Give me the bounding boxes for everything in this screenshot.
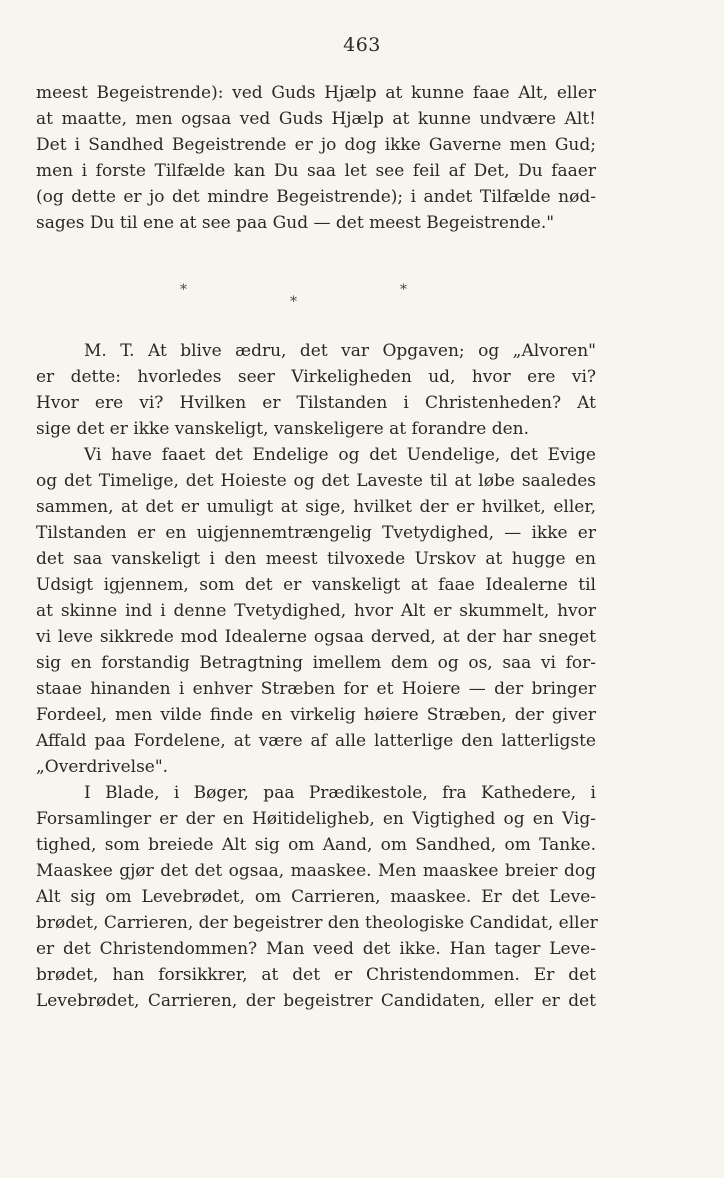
text-line: tighed, som breiede Alt sig om Aand, om Sandhed, om Tanke. (36, 835, 596, 855)
text-line: sammen, at det er umuligt at sige, hvilket der er hvilket, eller, (36, 497, 596, 517)
text-line: M. T. At blive ædru, det var Opgaven; og „Alvoren" (84, 341, 596, 361)
text-line: at skinne ind i denne Tvetydighed, hvor Alt er skummelt, hvor (36, 601, 596, 621)
text-line: Hvor ere vi? Hvilken er Tilstanden i Christenheden? At (36, 393, 596, 413)
text-line: Fordeel, men vilde finde en virkelig høiere Stræben, der giver (36, 705, 596, 725)
text-line: I Blade, i Bøger, paa Prædikestole, fra Kathedere, i (84, 783, 596, 803)
text-line: Affald paa Fordelene, at være af alle latterlige den latterligste (36, 731, 596, 751)
text-line: staae hinanden i enhver Stræben for et Hoiere — der bringer (36, 679, 596, 699)
text-line: sages Du til ene at see paa Gud — det meest Begeistrende." (36, 213, 555, 233)
text-line: Levebrødet, Carrieren, der begeistrer Candidaten, eller er det (36, 991, 596, 1011)
text-line: sig en forstandig Betragtning imellem dem og os, saa vi for- (36, 653, 596, 673)
text-line: det saa vanskeligt i den meest tilvoxede Urskov at hugge en (36, 549, 596, 569)
asterisk: * (180, 282, 187, 298)
text-line: og det Timelige, det Hoieste og det Laveste til at løbe saaledes (36, 471, 596, 491)
text-line: er det Christendommen? Man veed det ikke. Han tager Leve- (36, 939, 596, 959)
page-number: 463 (343, 34, 381, 56)
asterisk: * (290, 294, 297, 310)
text-line: brødet, han forsikkrer, at det er Christendommen. Er det (36, 965, 596, 985)
text-line: brødet, Carrieren, der begeistrer den theologiske Candidat, eller (36, 913, 598, 933)
text-line: Maaskee gjør det det ogsaa, maaskee. Men maaskee breier dog (36, 861, 596, 881)
text-line: Det i Sandhed Begeistrende er jo dog ikke Gaverne men Gud; (36, 135, 596, 155)
text-line: at maatte, men ogsaa ved Guds Hjælp at kunne undvære Alt! (36, 109, 596, 129)
paragraph-a (36, 80, 596, 236)
text-line: Udsigt igjennem, som det er vanskeligt at faae Idealerne til (36, 575, 596, 595)
text-line: men i forste Tilfælde kan Du saa let see feil af Det, Du faaer (36, 161, 596, 181)
text-line: „Overdrivelse". (36, 757, 169, 777)
text-line: vi leve sikkrede mod Idealerne ogsaa derved, at der har sneget (36, 627, 596, 647)
text-line: Forsamlinger er der en Høitideligheb, en Vigtighed og en Vig- (36, 809, 596, 829)
text-line: meest Begeistrende): ved Guds Hjælp at kunne faae Alt, eller (36, 83, 596, 103)
asterisk: * (400, 282, 407, 298)
section-separator (0, 282, 724, 312)
text-line: Alt sig om Levebrødet, om Carrieren, maaskee. Er det Leve- (36, 887, 596, 907)
text-line: Vi have faaet det Endelige og det Uendelige, det Evige (84, 445, 596, 465)
text-line: er dette: hvorledes seer Virkeligheden ud, hvor ere vi? (36, 367, 596, 387)
text-line: sige det er ikke vanskeligt, vanskeligere at forandre den. (36, 419, 530, 439)
text-line: Tilstanden er en uigjennemtrængelig Tvetydighed, — ikke er (36, 523, 596, 543)
main-text (36, 338, 596, 1014)
text-line: (og dette er jo det mindre Begeistrende); i andet Tilfælde nød- (36, 187, 596, 207)
